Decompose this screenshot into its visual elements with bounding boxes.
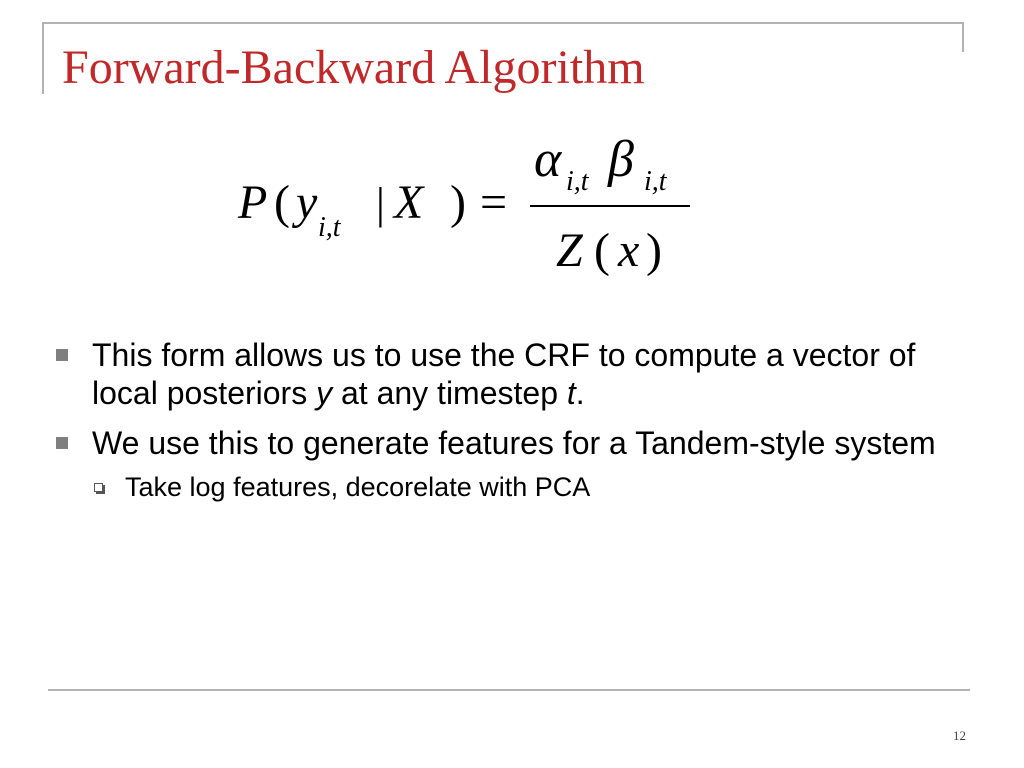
page-number: 12 [953,728,966,743]
formula-x: x [618,224,640,277]
bullet-text-part: at any timestep [332,375,567,411]
bullet-emphasis-t: t [566,375,576,411]
formula-X: X [394,176,424,229]
formula-alpha-subscript: i,t [566,166,589,197]
slide-frame-right [962,22,964,52]
bullet-text-part: . [575,375,585,411]
formula-P: P [238,176,268,229]
sub-bullet-text: Take log features, decorelate with PCA [125,472,591,502]
hollow-square-bullet-icon [94,483,103,492]
posterior-formula [226,132,706,282]
formula-Z: Z [556,224,583,277]
formula-y: y [296,176,318,229]
formula-lhs-close-paren: ) [450,176,466,229]
square-bullet-icon [56,349,68,361]
bullet-text: We use this to generate features for a Tandem-style system [92,425,936,461]
formula-given-bar: | [376,179,385,228]
square-bullet-icon [56,437,68,449]
slide-title: Forward-Backward Algorithm [62,41,645,94]
formula-beta: β [608,132,634,188]
slide-frame-left [42,22,44,94]
formula-den-open-paren: ( [594,224,610,277]
bullet-text [92,336,956,412]
formula-alpha: α [534,132,562,188]
bullet-item [56,424,956,462]
sub-bullet-item [94,470,956,504]
bullet-list [56,336,956,504]
formula-beta-subscript: i,t [644,166,667,197]
footer-divider [48,689,970,691]
slide-frame-top [42,22,964,24]
bullet-emphasis-y: y [316,375,333,411]
formula-den-close-paren: ) [646,224,662,277]
formula-lhs-open-paren: ( [274,176,290,229]
formula-equals: = [480,176,508,229]
bullet-text-part: This form allows us to use the CRF to compute a vector of local posteriors [92,337,916,411]
formula-y-subscript: i,t [318,212,341,243]
bullet-item [56,336,956,412]
